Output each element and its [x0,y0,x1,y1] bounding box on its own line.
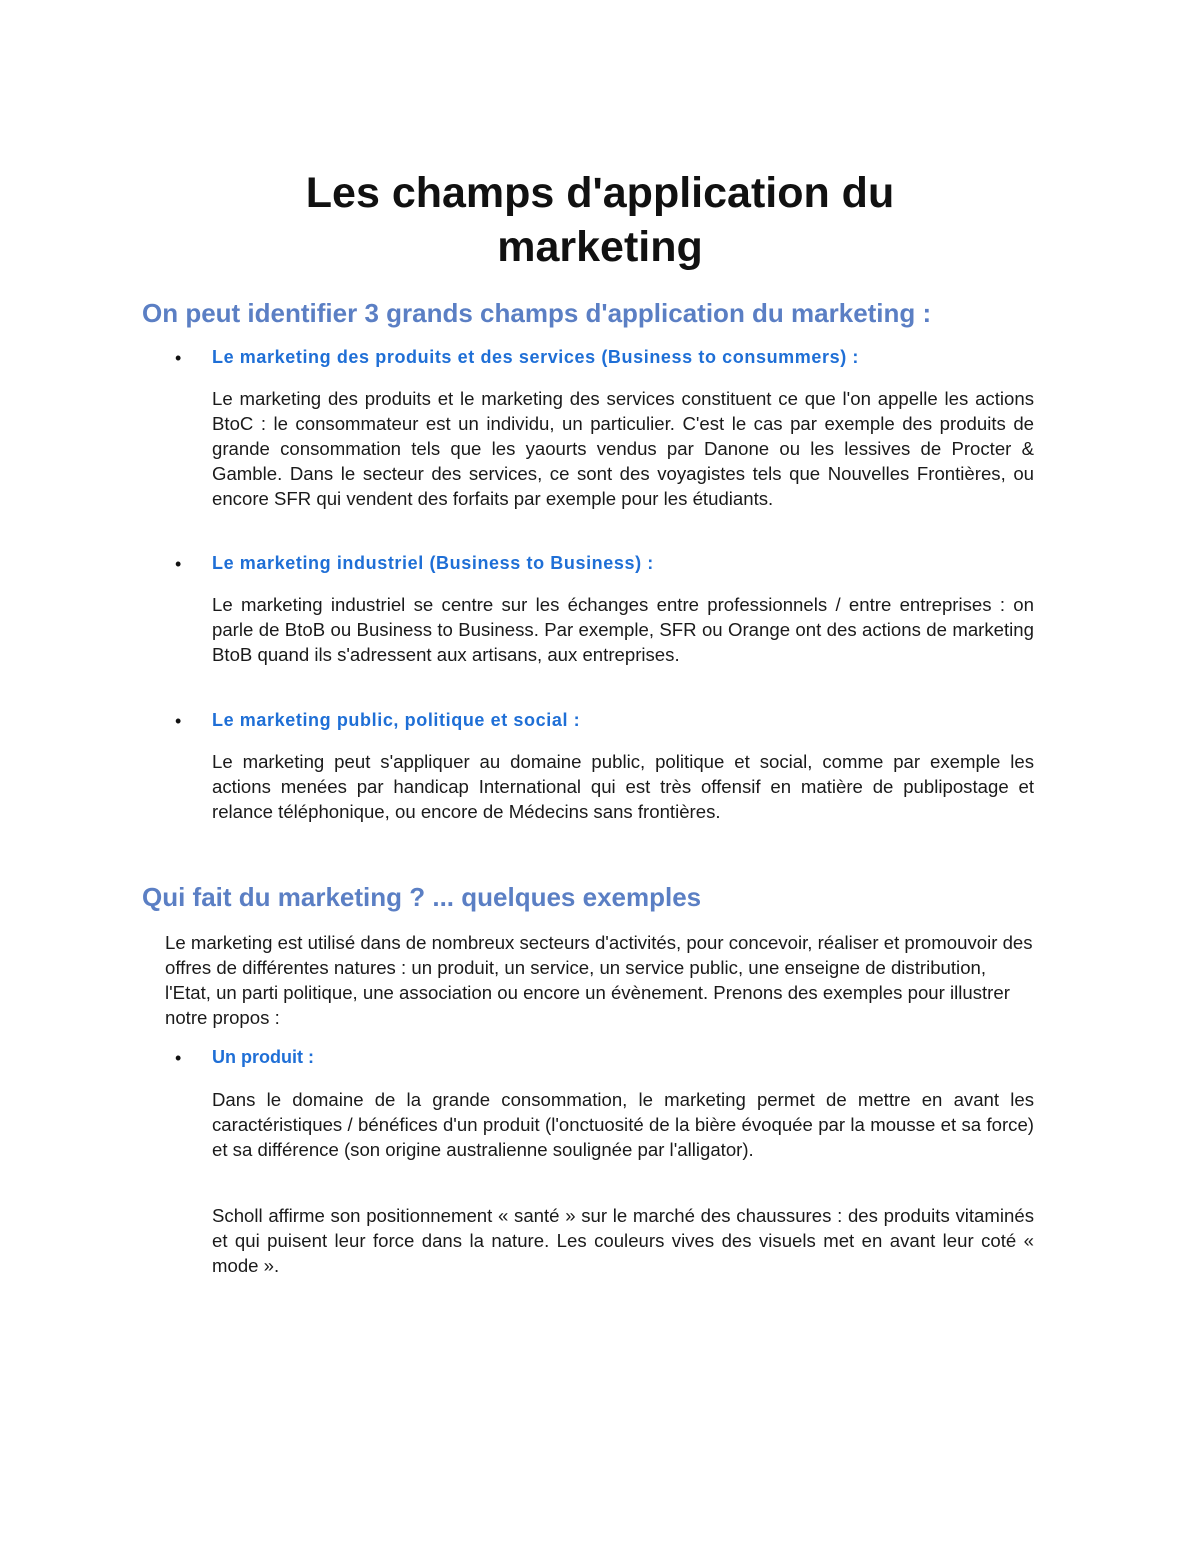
section1-heading: On peut identifier 3 grands champs d'application du marketing : [142,298,932,328]
item2-heading: Le marketing industriel (Business to Business) : [212,553,654,573]
item4-paragraph-1: Dans le domaine de la grande consommation, le marketing permet de mettre en avant les caractéristiques / bénéfices d'un produit (l'onctuosité de la bière évoquée par la mousse et sa force) et sa différence (son origine australienne soulignée par l'alligator). [212,1089,1034,1160]
item1-heading: Le marketing des produits et des services (Business to consummers) : [212,347,859,367]
item1-paragraph: Le marketing des produits et le marketing des services constituent ce que l'on appelle les actions BtoC : le consommateur est un individu, un particulier. C'est le cas par exemple des produits de grande consommation tels que les yaourts vendus par Danone ou les lessives de Procter & Gamble. Dans le secteur des services, ce sont des voyagistes tels que Nouvelles Frontières, ou encore SFR qui vendent des forfaits par exemple pour les étudiants. [212,388,1034,509]
item4-heading: Un produit : [212,1047,314,1067]
item4-paragraph-2: Scholl affirme son positionnement « santé » sur le marché des chaussures : des produits vitaminés et qui puisent leur force dans la nature. Les couleurs vives des visuels met en avant leur coté « mode ». [212,1205,1034,1276]
page-title: Les champs d'application du marketing [305,169,895,271]
item3-paragraph: Le marketing peut s'appliquer au domaine public, politique et social, comme par exemple les actions menées par handicap International qui est très offensif en matière de publipostage et relance téléphonique, ou encore de Médecins sans frontières. [212,751,1034,822]
section2-intro: Le marketing est utilisé dans de nombreux secteurs d'activités, pour concevoir, réaliser et promouvoir des offres de différentes natures : un produit, un service, un service public, une enseigne de distribution, l'Etat, un parti politique, une association ou encore un évènement. Prenons des exemples pour illustrer notre propos : [165,932,1033,1028]
item3-heading: Le marketing public, politique et social : [212,710,581,730]
section2-heading: Qui fait du marketing ? ... quelques exemples [142,882,702,912]
item2-paragraph: Le marketing industriel se centre sur les échanges entre professionnels / entre entreprises : on parle de BtoB ou Business to Business. Par exemple, SFR ou Orange ont des actions de marketing BtoB quand ils s'adressent aux artisans, aux entreprises. [212,594,1034,665]
bullet-4: • [175,1048,182,1068]
bullet-2: • [175,554,182,574]
bullet-3: • [175,711,182,731]
bullet-1: • [175,348,182,368]
